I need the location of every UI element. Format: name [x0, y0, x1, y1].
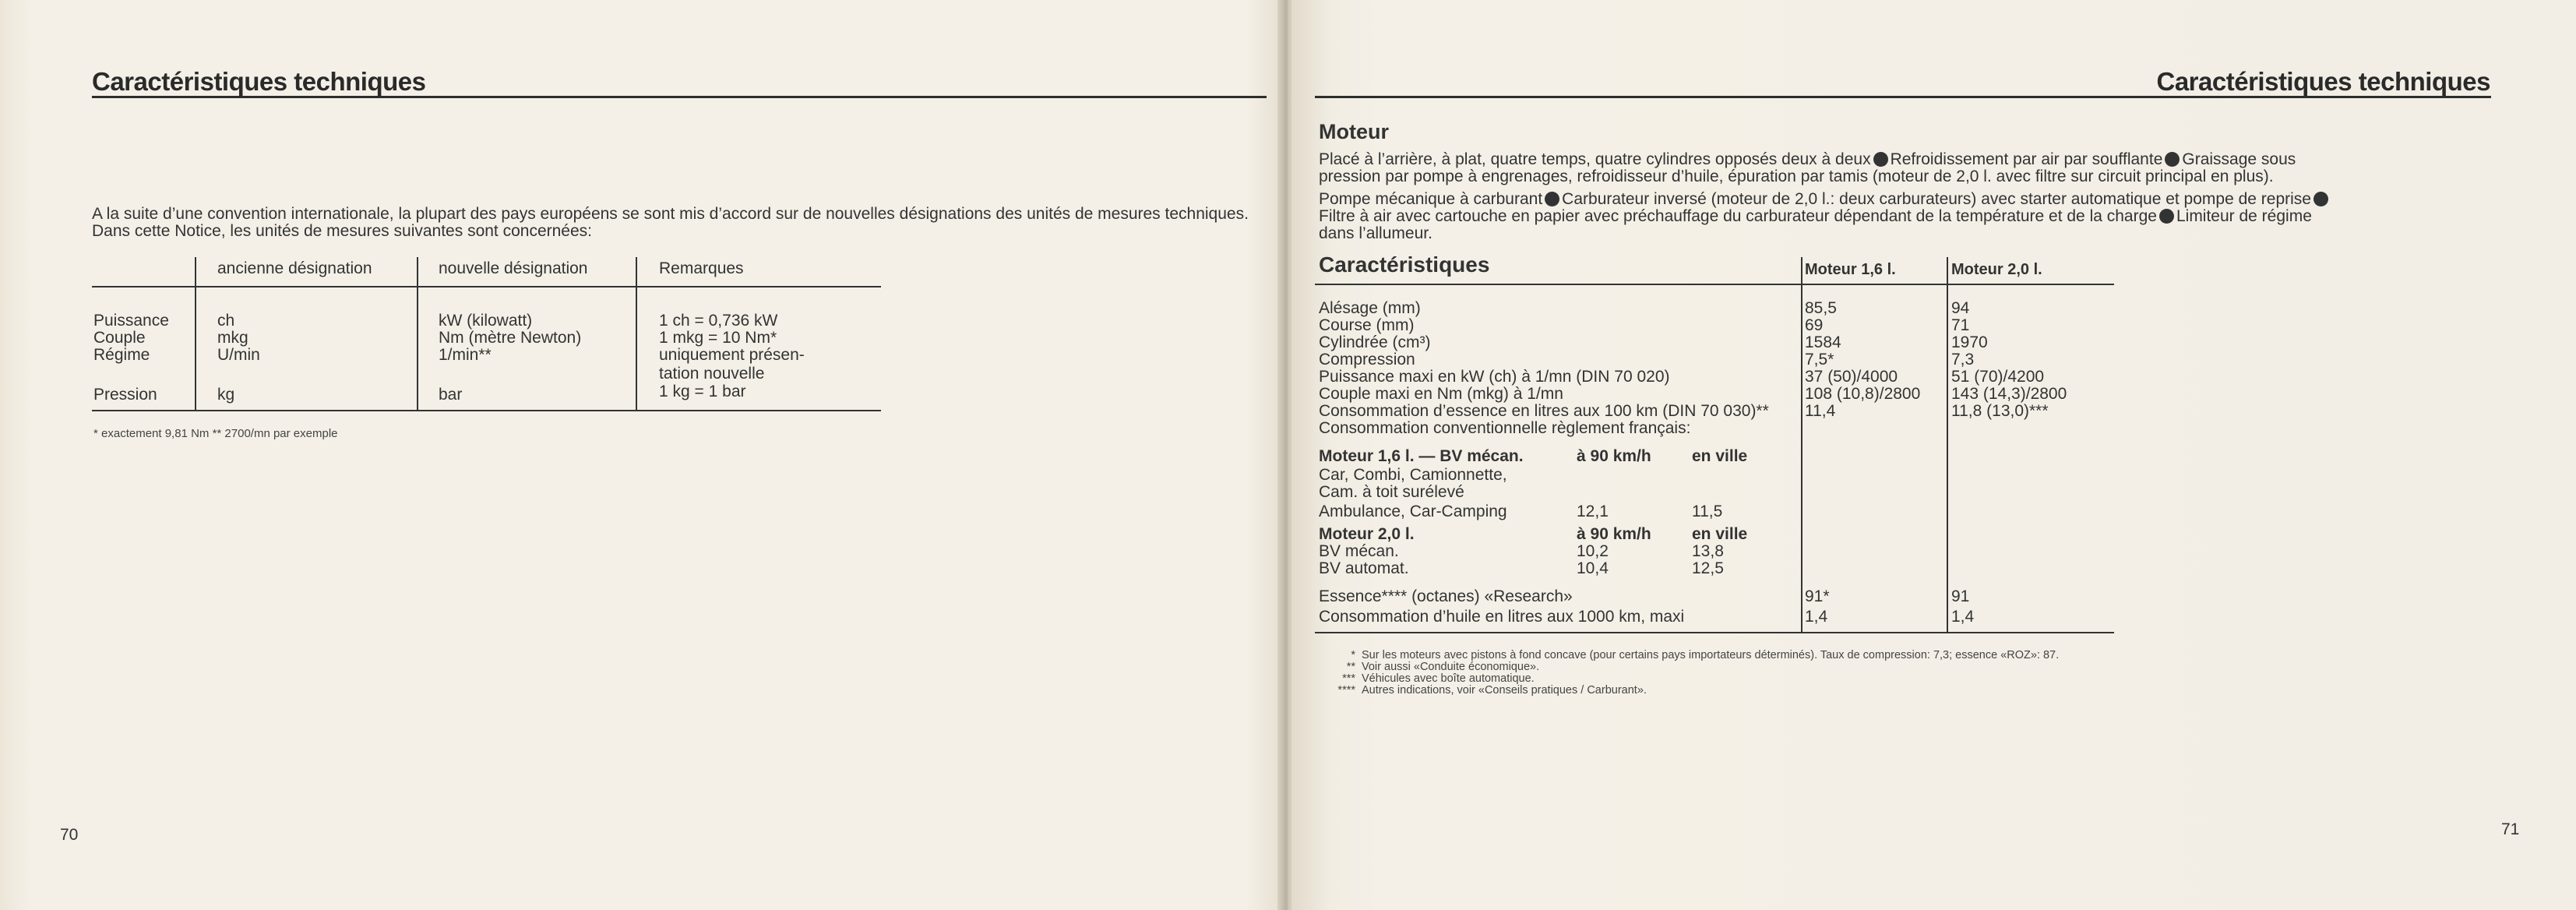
page-number: 71 [2501, 820, 2520, 838]
row-label-couple: Couple [93, 329, 146, 347]
row-value-1-6: 108 (10,8)/2800 [1805, 385, 1921, 403]
right-page [1292, 0, 2576, 910]
desc-text: Carburateur inversé (moteur de 2,0 l.: deux carburateurs) avec starter automatique et pompe de reprise [1562, 190, 2311, 208]
row-label: Course (mm) [1319, 316, 1415, 334]
row-value-2-0: 1970 [1951, 333, 1988, 351]
row-label: Consommation d’essence en litres aux 100 km (DIN 70 030)** [1319, 402, 1769, 420]
subtable-value-city: 12,5 [1692, 559, 1724, 577]
subtable-row-label: Cam. à toit surélevé [1319, 483, 1464, 501]
footnote-mark: * [1351, 649, 1355, 661]
cell-remark: 1 kg = 1 bar [659, 383, 746, 400]
cell-new: kW (kilowatt) [439, 312, 533, 330]
desc-text: Limiteur de régime [2176, 207, 2312, 225]
cell-remark: 1 mkg = 10 Nm* [659, 329, 777, 347]
col-header-1-6: Moteur 1,6 l. [1805, 261, 1896, 278]
row-value-1-6: 37 (50)/4000 [1805, 368, 1898, 386]
row-value-1-6: 85,5 [1805, 299, 1837, 317]
cell-new: 1/min** [439, 346, 492, 364]
row-value-2-0: 143 (14,3)/2800 [1951, 385, 2067, 403]
subtable-row-label: BV automat. [1319, 559, 1409, 577]
footnote-mark: ** [1346, 661, 1355, 673]
col-header-old: ancienne désignation [217, 259, 372, 277]
footnote-text: Véhicules avec boîte automatique. [1362, 672, 1535, 685]
row-value-1-6: 69 [1805, 316, 1824, 334]
table-heading: Caractéristiques [1319, 252, 1490, 277]
footnote-text: Autres indications, voir «Conseils pratiques / Carburant». [1362, 684, 1647, 697]
description-line [1319, 151, 2296, 168]
row-label: Cylindrée (cm³) [1319, 333, 1431, 351]
description-line: dans l’allumeur. [1319, 224, 1432, 242]
bullet-icon [1873, 152, 1888, 167]
table-header-rule [1315, 284, 2114, 285]
subtable-value-city: 11,5 [1692, 503, 1723, 520]
footnote-mark: *** [1342, 672, 1355, 685]
row-label: Compression [1319, 351, 1415, 369]
desc-text: Refroidissement par air par soufflante [1890, 150, 2163, 168]
subtable-title: Moteur 2,0 l. [1319, 525, 1415, 543]
cell-new: bar [439, 386, 463, 404]
bullet-icon [1545, 192, 1559, 206]
cell-old: U/min [217, 346, 260, 364]
subtable-value-90: 10,2 [1577, 542, 1609, 560]
description-line [1319, 191, 2331, 208]
description-line: pression par pompe à engrenages, refroidisseur d’huile, épuration par tamis (moteur de 2,0 l. avec filtre sur circuit principal en plus). [1319, 168, 2274, 185]
row-value-2-0: 7,3 [1951, 351, 1975, 369]
row-value-1-6: 1584 [1805, 333, 1841, 351]
page-title: Caractéristiques techniques [2156, 67, 2490, 96]
table-divider [417, 257, 418, 411]
cell-old: ch [217, 312, 235, 330]
row-value-1-6: 91* [1805, 587, 1830, 605]
col-header-remarks: Remarques [659, 259, 744, 277]
col-header-2-0: Moteur 2,0 l. [1951, 261, 2042, 278]
subtable-row-label: BV mécan. [1319, 542, 1399, 560]
row-value-1-6: 1,4 [1805, 608, 1828, 626]
subtable-value-city: 13,8 [1692, 542, 1724, 560]
bullet-icon [2313, 192, 2328, 206]
subtable-value-90: 10,4 [1577, 559, 1609, 577]
subtable-title: Moteur 1,6 l. — BV mécan. [1319, 447, 1524, 465]
row-value-2-0: 11,8 (13,0)*** [1951, 402, 2049, 420]
subtable-header-90: à 90 km/h [1577, 447, 1651, 465]
subtable-row-label: Ambulance, Car-Camping [1319, 503, 1507, 520]
row-value-1-6: 11,4 [1805, 402, 1836, 420]
row-value-2-0: 51 (70)/4200 [1951, 368, 2045, 386]
subtable-header-city: en ville [1692, 525, 1748, 543]
row-value-2-0: 1,4 [1951, 608, 1975, 626]
table-bottom-rule [1315, 632, 2114, 633]
section-title: Moteur [1319, 120, 1389, 143]
description-line [1319, 208, 2312, 225]
row-label: Puissance maxi en kW (ch) à 1/mn (DIN 70 020) [1319, 368, 1670, 386]
title-rule [92, 96, 1267, 98]
page-number: 70 [60, 826, 79, 844]
bullet-icon [2165, 152, 2180, 167]
cell-remark: uniquement présen- [659, 346, 805, 364]
cell-old: kg [217, 386, 235, 404]
cell-remark: tation nouvelle [659, 365, 765, 383]
title-rule [1315, 96, 2491, 98]
cell-old: mkg [217, 329, 248, 347]
subtable-header-city: en ville [1692, 447, 1748, 465]
table-bottom-rule [92, 410, 881, 411]
footnote-mark: **** [1337, 684, 1355, 697]
intro-paragraph: A la suite d’une convention internationale, la plupart des pays européens se sont mis d’accord sur de nouvelles désignations des unités de mesures techniques. Dans cette Notice, les unités de mesures suivantes sont concernées: [92, 205, 1249, 240]
row-label: Consommation conventionnelle règlement français: [1319, 419, 1691, 437]
subtable-header-90: à 90 km/h [1577, 525, 1651, 543]
desc-text: Graissage sous [2182, 150, 2296, 168]
footnote-text: Voir aussi «Conduite économique». [1362, 661, 1540, 673]
subtable-row-label: Car, Combi, Camionnette, [1319, 466, 1507, 484]
col-header-new: nouvelle désignation [439, 259, 588, 277]
table-divider [636, 257, 637, 411]
cell-remark: 1 ch = 0,736 kW [659, 312, 778, 330]
footnote: * exactement 9,81 Nm ** 2700/mn par exemple [93, 427, 338, 440]
cell-new: Nm (mètre Newton) [439, 329, 582, 347]
row-label-pression: Pression [93, 386, 157, 404]
left-page [0, 0, 1284, 910]
table-divider [1947, 257, 1948, 633]
footnote-text: Sur les moteurs avec pistons à fond concave (pour certains pays importateurs déterminés). Taux de compression: 7,3; essence «ROZ»: 87. [1362, 649, 2060, 661]
table-header-rule [92, 286, 881, 287]
table-divider [1801, 257, 1802, 633]
row-label: Essence**** (octanes) «Research» [1319, 587, 1573, 605]
row-value-2-0: 71 [1951, 316, 1970, 334]
row-label: Consommation d’huile en litres aux 1000 km, maxi [1319, 608, 1685, 626]
table-divider [195, 257, 196, 411]
row-label: Alésage (mm) [1319, 299, 1421, 317]
page-title: Caractéristiques techniques [92, 67, 426, 96]
row-label: Couple maxi en Nm (mkg) à 1/mn [1319, 385, 1563, 403]
row-value-2-0: 91 [1951, 587, 1970, 605]
desc-text: Pompe mécanique à carburant [1319, 190, 1543, 208]
row-value-2-0: 94 [1951, 299, 1970, 317]
subtable-value-90: 12,1 [1577, 503, 1609, 520]
desc-text: Placé à l’arrière, à plat, quatre temps, quatre cylindres opposés deux à deux [1319, 150, 1871, 168]
row-value-1-6: 7,5* [1805, 351, 1834, 369]
desc-text: Filtre à air avec cartouche en papier avec préchauffage du carburateur dépendant de la température et de la charge [1319, 207, 2157, 225]
row-label-regime: Régime [93, 346, 150, 364]
bullet-icon [2159, 209, 2174, 224]
row-label-puissance: Puissance [93, 312, 169, 330]
